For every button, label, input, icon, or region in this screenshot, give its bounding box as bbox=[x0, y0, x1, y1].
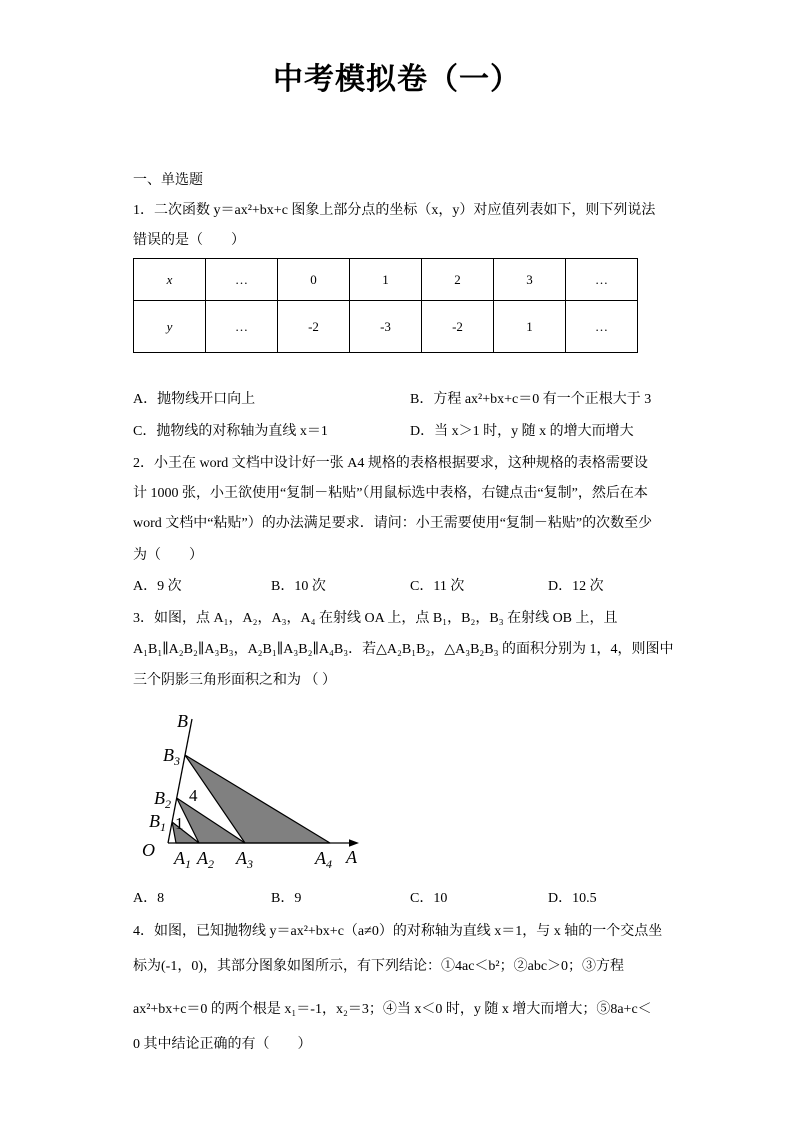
q2-option-b: B．10 次 bbox=[271, 579, 326, 594]
label-b2: $B_2$ bbox=[154, 788, 171, 811]
label-a2: $A_2$ bbox=[197, 848, 214, 871]
table-cell: 0 bbox=[278, 259, 350, 301]
q3-option-a: A．8 bbox=[133, 891, 165, 906]
table-cell: … bbox=[566, 259, 638, 301]
table-cell: 1 bbox=[350, 259, 422, 301]
table-cell: -3 bbox=[350, 301, 422, 353]
label-a1: $A_1$ bbox=[174, 848, 191, 871]
section-heading: 一、单选题 bbox=[133, 173, 203, 188]
q3-option-d: D．10.5 bbox=[548, 891, 597, 906]
label-a3: $A_3$ bbox=[236, 848, 253, 871]
table-cell: … bbox=[206, 259, 278, 301]
area-label-4: 4 bbox=[189, 786, 198, 805]
label-a4: $A_4$ bbox=[315, 848, 332, 871]
table-cell: … bbox=[206, 301, 278, 353]
table-row-x bbox=[134, 259, 638, 301]
table-cell: 3 bbox=[494, 259, 566, 301]
q2-option-c: C．11 次 bbox=[410, 579, 465, 594]
area-label-1: 1 bbox=[175, 814, 184, 833]
q3-text-line-3: 三个阴影三角形面积之和为 （ ） bbox=[133, 673, 336, 688]
q3-geometry-figure bbox=[130, 705, 370, 877]
q2-text-line-1: 2．小王在 word 文档中设计好一张 A4 规格的表格根据要求，这种规格的表格需要设 bbox=[133, 456, 648, 471]
q1-option-d: D．当 x＞1 时，y 随 x 的增大而增大 bbox=[410, 424, 634, 439]
q4-text-line-1: 4．如图，已知抛物线 y＝ax²+bx+c（a≠0）的对称轴为直线 x＝1，与 x 轴的一个交点坐 bbox=[133, 924, 663, 939]
table-cell: 2 bbox=[422, 259, 494, 301]
label-b1: $B_1$ bbox=[149, 811, 166, 834]
q2-text-line-2: 计 1000 张，小王欲使用“复制－粘贴”（用鼠标选中表格，右键点击“复制”，然后在本 bbox=[133, 486, 648, 501]
table-cell: -2 bbox=[278, 301, 350, 353]
table-row-label: y bbox=[134, 301, 206, 353]
q1-option-a: A．抛物线开口向上 bbox=[133, 392, 256, 407]
q1-text-line-1: 1．二次函数 y＝ax²+bx+c 图象上部分点的坐标（x，y）对应值列表如下，则下列说法 bbox=[133, 203, 656, 218]
q1-text-line-2: 错误的是（ ） bbox=[133, 233, 245, 248]
label-o: O bbox=[142, 840, 155, 860]
q1-value-table bbox=[133, 258, 638, 353]
q3-text-line-1: 3．如图，点 A₁，A₂，A₃，A₄ 在射线 OA 上，点 B₁，B₂，B₃ 在射线 OB 上，且 bbox=[133, 611, 618, 626]
table-row-label: x bbox=[134, 259, 206, 301]
page-title: 中考模拟卷（一） bbox=[273, 63, 521, 96]
q4-text-line-2: 标为(-1，0)，其部分图象如图所示，有下列结论：①4ac＜b²；②abc＞0；③方程 bbox=[133, 959, 625, 974]
q4-text-line-3: ax²+bx+c＝0 的两个根是 x₁＝-1，x₂＝3；④当 x＜0 时，y 随 x 增大而增大；⑤8a+c＜ bbox=[133, 1002, 652, 1017]
q2-option-a: A．9 次 bbox=[133, 579, 182, 594]
q2-option-d: D．12 次 bbox=[548, 579, 604, 594]
q3-option-b: B．9 bbox=[271, 891, 302, 906]
table-cell: … bbox=[566, 301, 638, 353]
table-row-y bbox=[134, 301, 638, 353]
q3-text-line-2: A₁B₁∥A₂B₂∥A₃B₃，A₂B₁∥A₃B₂∥A₄B₃．若△A₂B₁B₂，△A₃B₂B₃ 的面积分别为 1，4，则图中 bbox=[133, 642, 674, 657]
q2-text-line-4: 为（ ） bbox=[133, 548, 203, 563]
label-b3: $B_3$ bbox=[163, 745, 180, 768]
q2-text-line-3: word 文档中“粘贴”）的办法满足要求．请问：小王需要使用“复制－粘贴”的次数至少 bbox=[133, 516, 653, 531]
label-a: A bbox=[346, 847, 357, 867]
q1-option-c: C．抛物线的对称轴为直线 x＝1 bbox=[133, 424, 328, 439]
ray-oa-arrowhead bbox=[349, 839, 359, 847]
table-cell: 1 bbox=[494, 301, 566, 353]
q1-option-b: B．方程 ax²+bx+c＝0 有一个正根大于 3 bbox=[410, 392, 652, 407]
label-b: B bbox=[177, 711, 188, 731]
q4-text-line-4: 0 其中结论正确的有（ ） bbox=[133, 1037, 312, 1052]
q3-option-c: C．10 bbox=[410, 891, 448, 906]
table-cell: -2 bbox=[422, 301, 494, 353]
